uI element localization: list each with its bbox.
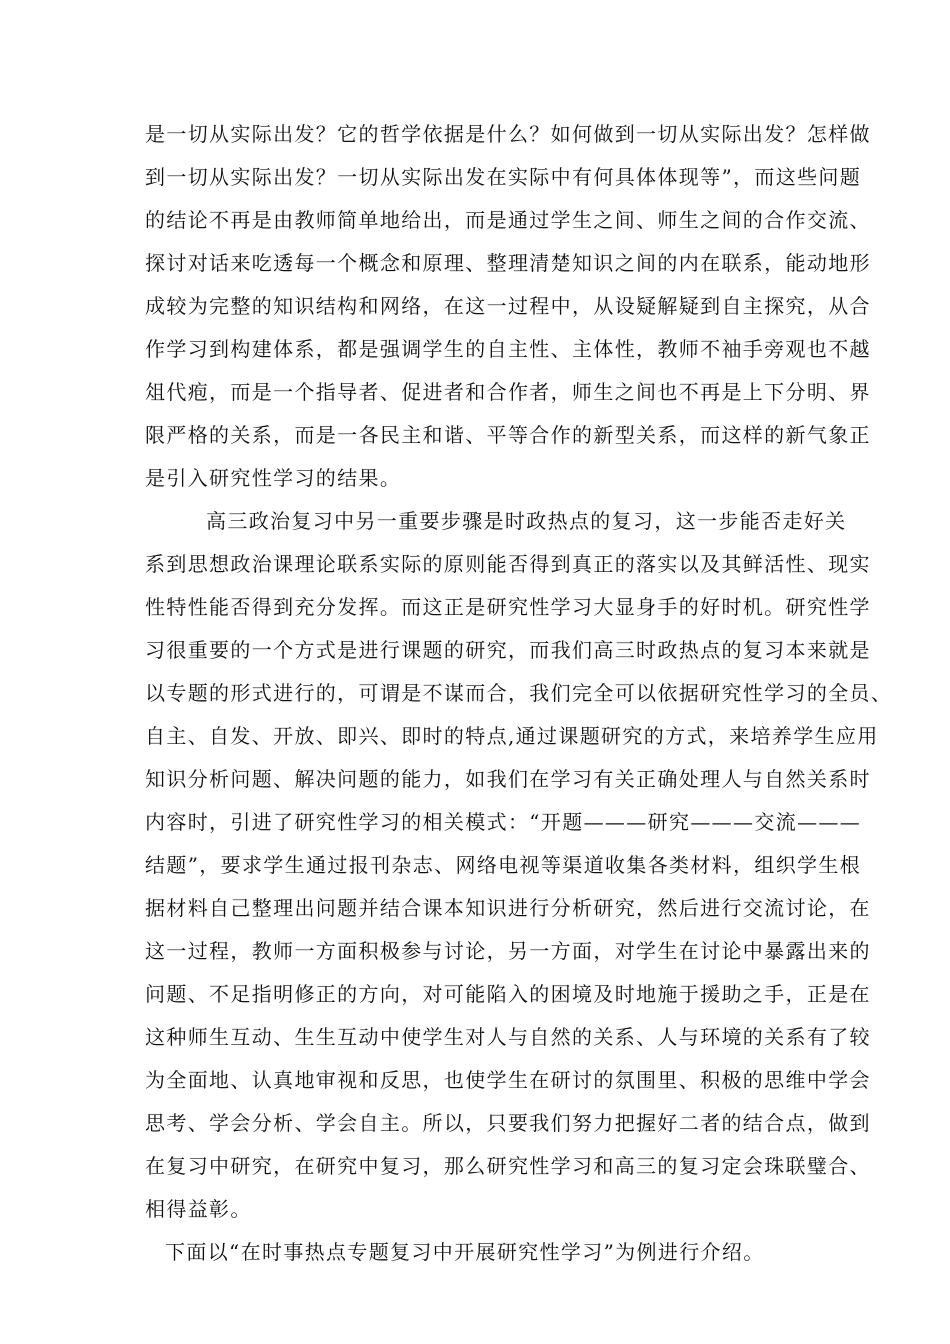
text-line: 系到思想政治课理论联系实际的原则能否得到真正的落实以及其鲜活性、现实 (145, 552, 871, 576)
text-line: 习很重要的一个方式是进行课题的研究，而我们高三时政热点的复习本来就是 (145, 638, 871, 662)
text-line: 内容时，引进了研究性学习的相关模式：“开题———研究———交流——— (145, 810, 862, 834)
text-line: 在复习中研究，在研究中复习，那么研究性学习和高三的复习定会珠联璧合、 (145, 1154, 871, 1178)
text-line: 结题”，要求学生通过报刊杂志、网络电视等渠道收集各类材料，组织学生根 (145, 853, 862, 877)
text-line: 相得益彰。 (145, 1197, 252, 1221)
text-line: 以专题的形式进行的，可谓是不谋而合，我们完全可以依据研究性学习的全员、 (145, 681, 893, 705)
text-line: 探讨对话来吃透每一个概念和原理、整理清楚知识之间的内在联系，能动地形 (145, 251, 871, 275)
paragraph-first-line: 下面以“在时事热点专题复习中开展研究性学习”为例进行介绍。 (165, 1240, 765, 1264)
text-line: 为全面地、认真地审视和反思，也使学生在研讨的氛围里、积极的思维中学会 (145, 1068, 871, 1092)
text-line: 是一切从实际出发？它的哲学依据是什么？如何做到一切从实际出发？怎样做 (145, 122, 871, 146)
text-line: 据材料自己整理出问题并结合课本知识进行分析研究，然后进行交流讨论，在 (145, 896, 871, 920)
paragraph-first-line: 高三政治复习中另一重要步骤是时政热点的复习，这一步能否走好关 (206, 509, 847, 533)
text-line: 到一切从实际出发？一切从实际出发在实际中有何具体体现等”，而这些问题 (145, 165, 862, 189)
text-line: 这一过程，教师一方面积极参与讨论，另一方面，对学生在讨论中暴露出来的 (145, 939, 871, 963)
text-line: 成较为完整的知识结构和网络，在这一过程中，从设疑解疑到自主探究，从合 (145, 294, 871, 318)
text-line: 思考、学会分析、学会自主。所以，只要我们努力把握好二者的结合点，做到 (145, 1111, 871, 1135)
text-line: 俎代疱，而是一个指导者、促进者和合作者，师生之间也不再是上下分明、界 (145, 380, 871, 404)
text-line: 自主、自发、开放、即兴、即时的特点,通过课题研究的方式，来培养学生应用 (145, 724, 879, 748)
text-line: 作学习到构建体系，都是强调学生的自主性、主体性，教师不袖手旁观也不越 (145, 337, 871, 361)
text-line: 性特性能否得到充分发挥。而这正是研究性学习大显身手的好时机。研究性学 (145, 595, 871, 619)
text-line: 是引入研究性学习的结果。 (145, 466, 402, 490)
text-line: 问题、不足指明修正的方向，对可能陷入的困境及时地施于援助之手，正是在 (145, 982, 871, 1006)
text-line: 限严格的关系，而是一各民主和谐、平等合作的新型关系，而这样的新气象正 (145, 423, 871, 447)
text-line: 知识分析问题、解决问题的能力，如我们在学习有关正确处理人与自然关系时 (145, 767, 871, 791)
text-line: 这种师生互动、生生互动中使学生对人与自然的关系、人与环境的关系有了较 (145, 1025, 871, 1049)
text-line: 的结论不再是由教师简单地给出，而是通过学生之间、师生之间的合作交流、 (145, 208, 871, 232)
